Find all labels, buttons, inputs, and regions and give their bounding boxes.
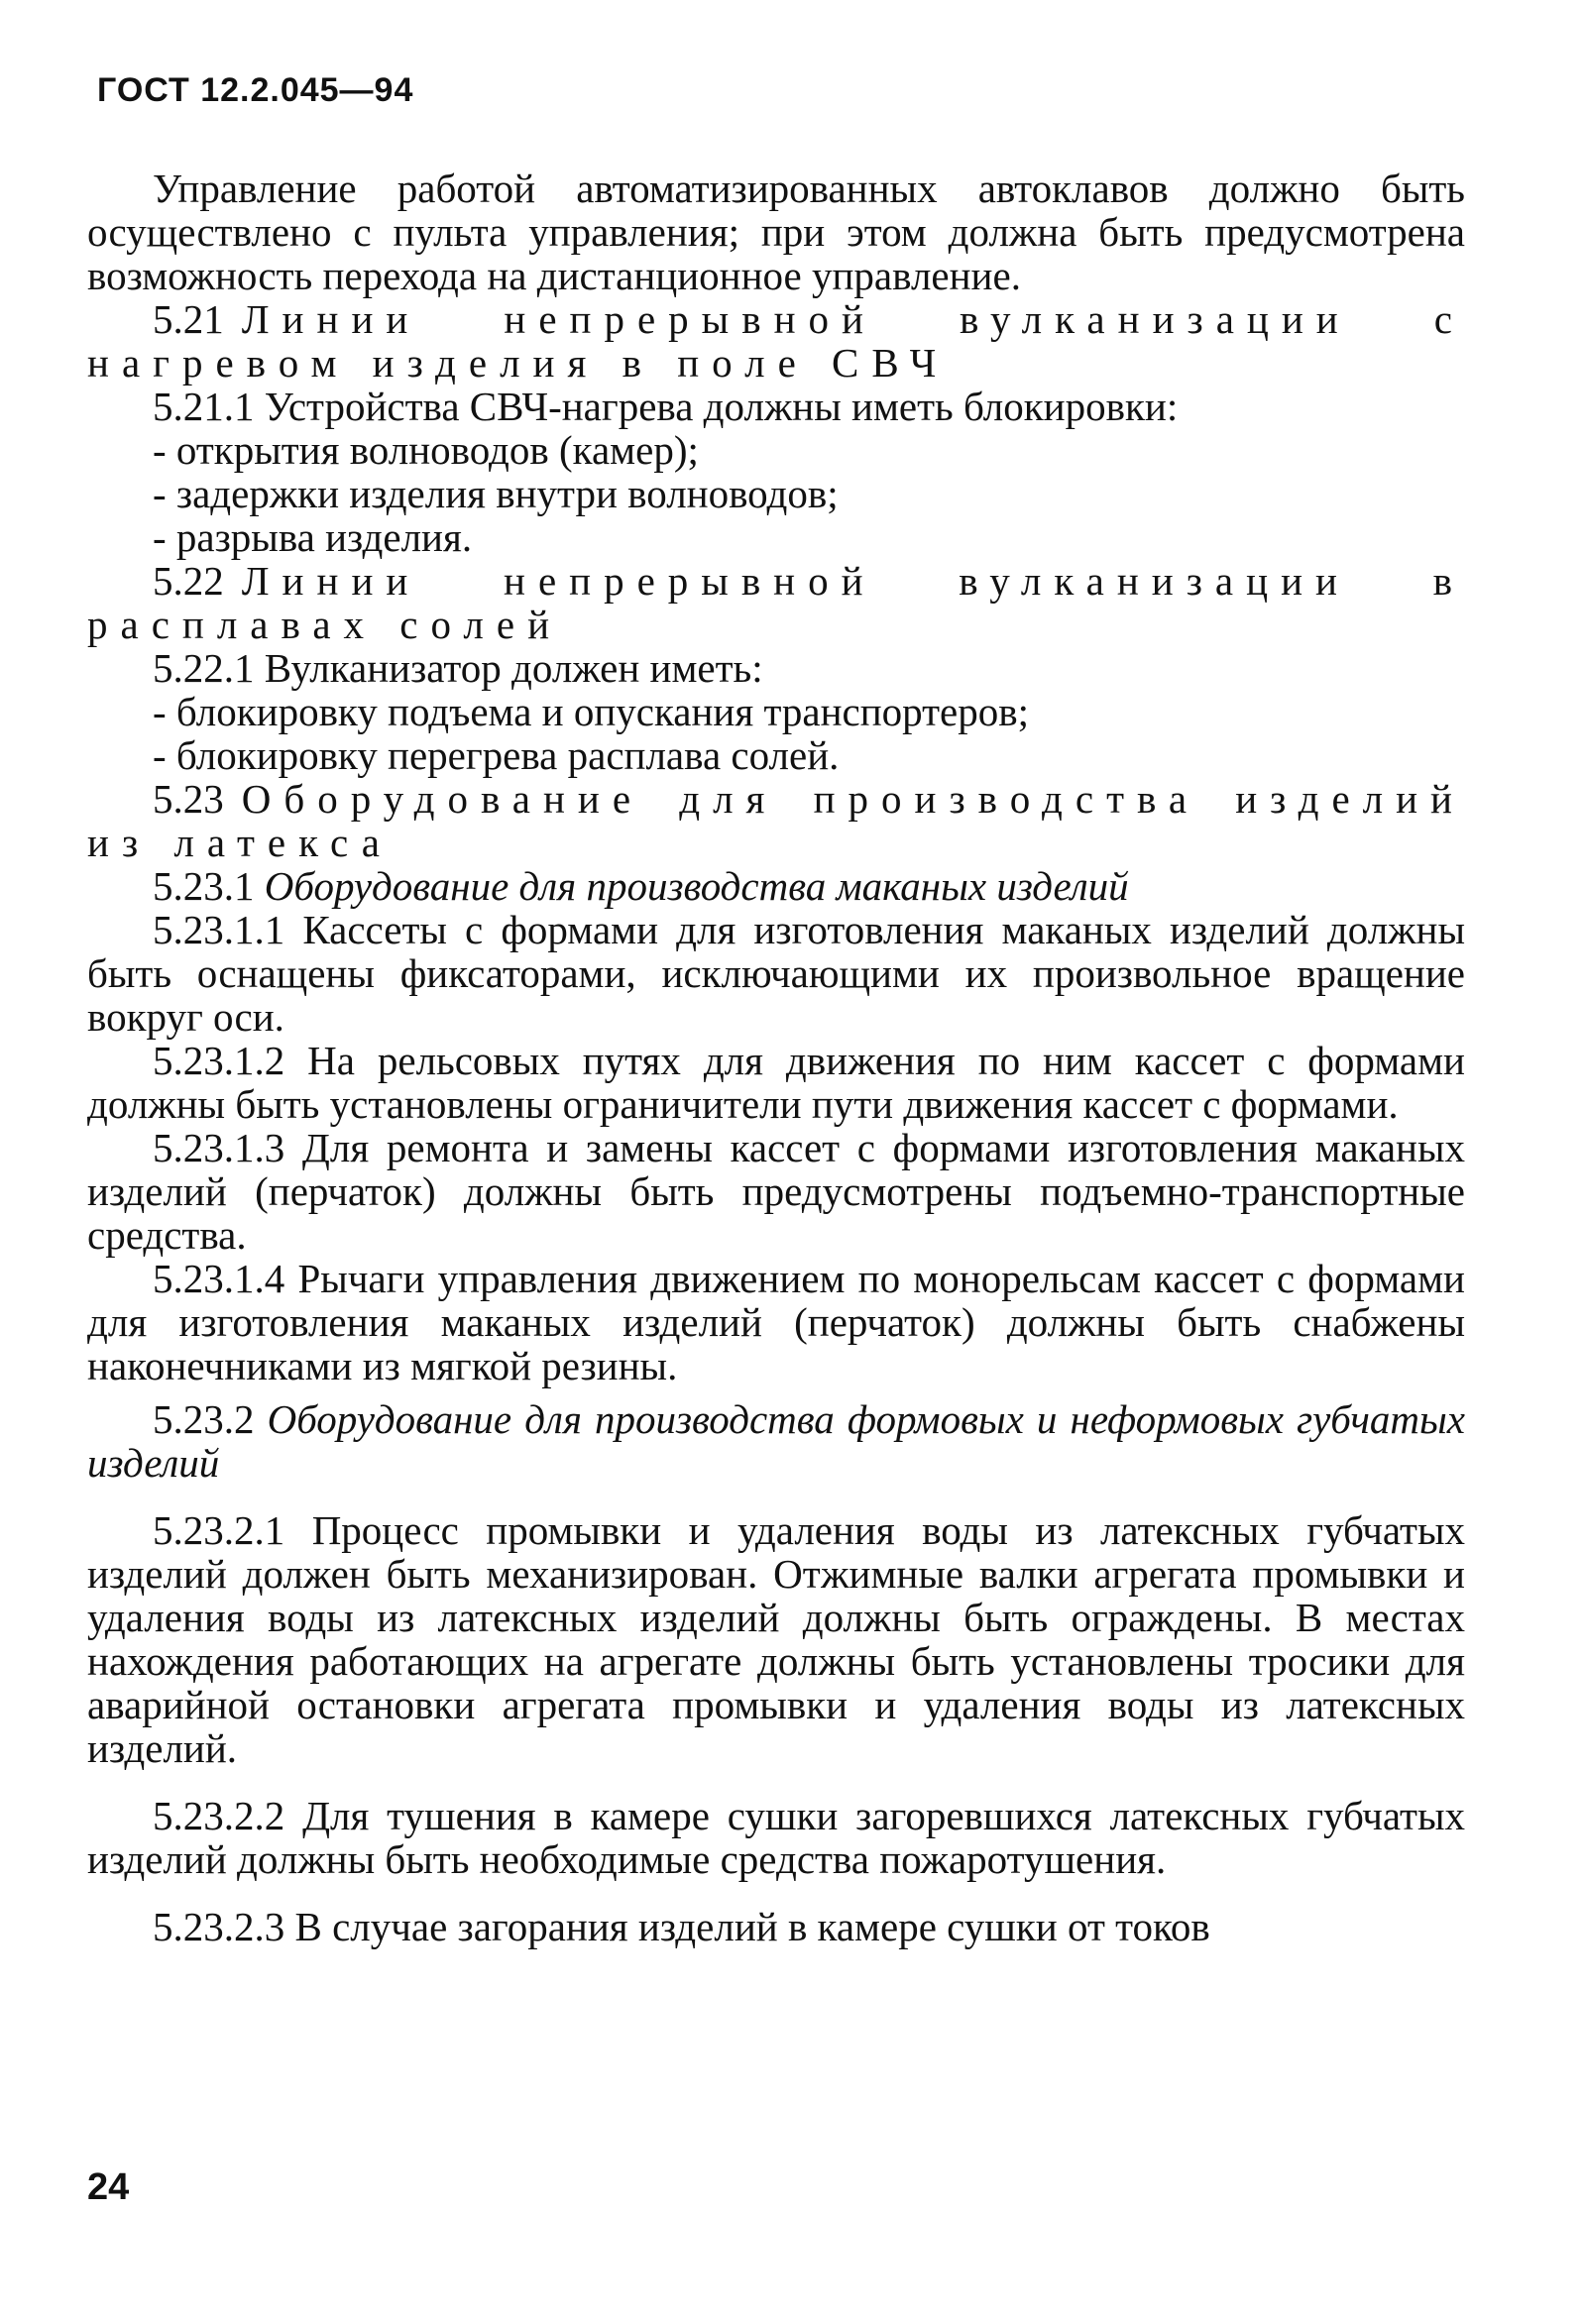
- document-header: ГОСТ 12.2.045—94: [97, 71, 414, 109]
- paragraph-5-23-1-3: 5.23.1.3 Для ремонта и замены кассет с формами изготовления маканых изделий (перчаток) должны быть предусмотрены подъемно-транспортные средства.: [87, 1125, 1465, 1258]
- section-title-5-22: Линии непрерывной вулканизации в расплавах солей: [87, 558, 1465, 647]
- list-item-5-22-1-b: - блокировку перегрева расплава солей.: [153, 732, 840, 778]
- paragraph-5-23-2-3: 5.23.2.3 В случае загорания изделий в камере сушки от токов: [153, 1904, 1210, 1949]
- section-heading-5-23-2: [87, 1397, 1465, 1485]
- section-number-5-23: 5.23: [153, 776, 224, 822]
- section-number-5-23-1: 5.23.1: [153, 863, 255, 909]
- list-item-5-21-1-c: - разрыва изделия.: [153, 514, 473, 560]
- paragraph-5-23-2-2: 5.23.2.2 Для тушения в камере сушки загоревшихся латексных губчатых изделий должны быть необходимые средства пожаротушения.: [87, 1793, 1465, 1882]
- section-heading-5-23-1: [87, 864, 1465, 908]
- section-title-5-21: Линии непрерывной вулканизации с нагревом изделия в поле СВЧ: [87, 296, 1465, 386]
- section-number-5-22: 5.22: [153, 558, 224, 604]
- page-number: 24: [87, 2166, 130, 2208]
- section-number-5-23-2: 5.23.2: [153, 1396, 255, 1442]
- section-heading-5-22: [87, 559, 1465, 646]
- section-heading-5-21: [87, 297, 1465, 385]
- section-number-5-21: 5.21: [153, 296, 224, 342]
- section-title-5-23-2: Оборудование для производства формовых и неформовых губчатых изделий: [87, 1396, 1466, 1486]
- paragraph-5-23-1-4: 5.23.1.4 Рычаги управления движением по монорельсам кассет с формами для изготовления маканых изделий (перчаток) должны быть снабжены наконечниками из мягкой резины.: [87, 1256, 1465, 1388]
- paragraph-5-23-1-2: 5.23.1.2 На рельсовых путях для движения по ним кассет с формами должны быть установлены ограничители пути движения кассет с формами.: [87, 1038, 1465, 1127]
- section-heading-5-23: [87, 777, 1465, 864]
- paragraph-5-23-1-1: 5.23.1.1 Кассеты с формами для изготовления маканых изделий должны быть оснащены фиксаторами, исключающими их произвольное вращение вокруг оси.: [87, 907, 1465, 1040]
- paragraph-autoclave-control: Управление работой автоматизированных автоклавов должно быть осуществлено с пульта управления; при этом должна быть предусмотрена возможность перехода на дистанционное управление.: [87, 166, 1465, 298]
- list-item-5-21-1-a: - открытия волноводов (камер);: [153, 427, 699, 473]
- document-body: [87, 166, 1465, 1948]
- paragraph-5-22-1: 5.22.1 Вулканизатор должен иметь:: [153, 645, 763, 691]
- section-title-5-23-1: Оборудование для производства маканых изделий: [264, 863, 1129, 909]
- section-title-5-23: Оборудование для производства изделий из латекса: [87, 776, 1465, 865]
- paragraph-5-23-2-1: 5.23.2.1 Процесс промывки и удаления воды из латексных губчатых изделий должен быть механизирован. Отжимные валки агрегата промывки и удаления воды из латексных изделий должны быть ограждены. В местах нахождения работающих на агрегате должны быть установлены тросики для аварийной остановки агрегата промывки и удаления воды из латексных изделий.: [87, 1507, 1465, 1771]
- paragraph-5-21-1: 5.21.1 Устройства СВЧ-нагрева должны иметь блокировки:: [153, 384, 1179, 429]
- list-item-5-22-1-a: - блокировку подъема и опускания транспортеров;: [153, 689, 1029, 734]
- list-item-5-21-1-b: - задержки изделия внутри волноводов;: [153, 471, 839, 516]
